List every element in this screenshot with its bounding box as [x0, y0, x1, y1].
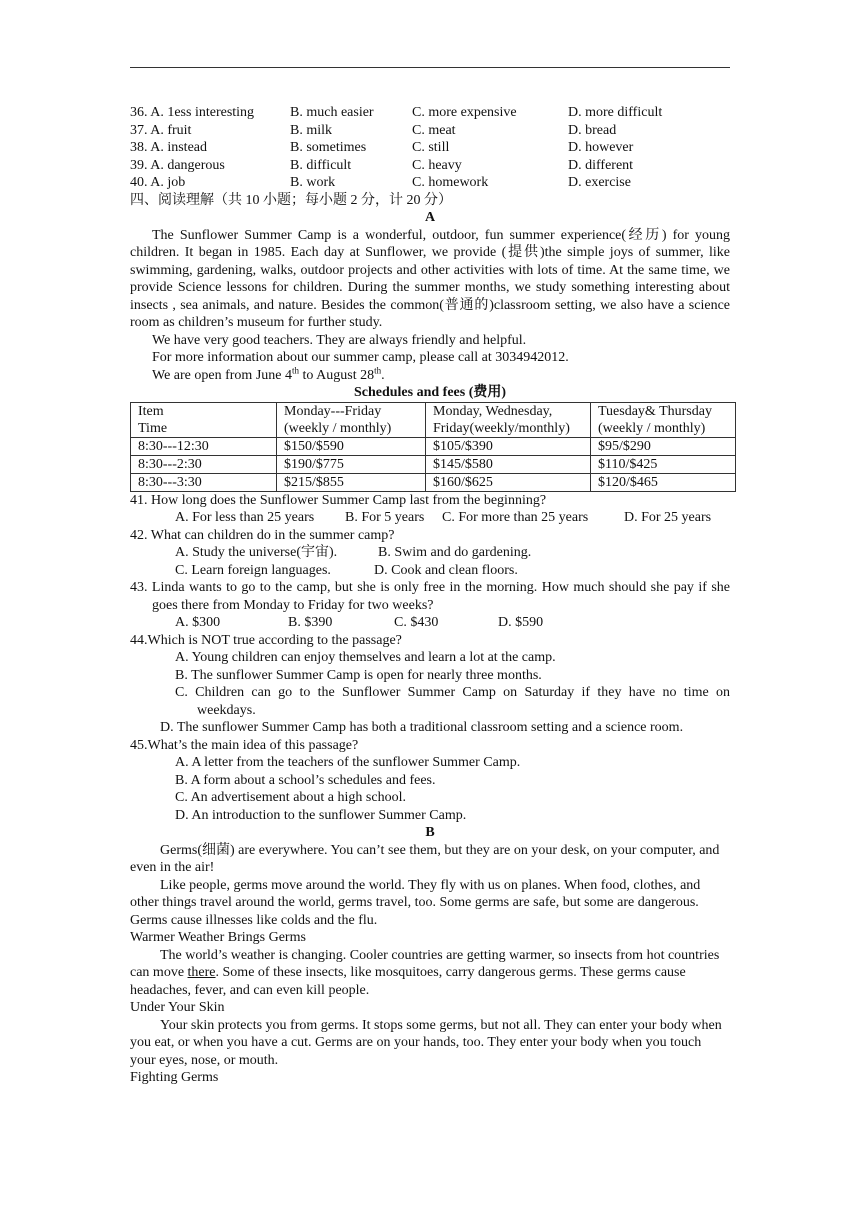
- question-42-options-row-2: [130, 562, 730, 580]
- header-line: (weekly / monthly): [598, 420, 706, 436]
- option-b: B. much easier: [290, 105, 374, 120]
- table-cell: 8:30---12:30: [131, 437, 277, 455]
- header-rule: [130, 67, 730, 68]
- table-header-cell: [277, 402, 426, 437]
- table-cell: $190/$775: [277, 455, 426, 473]
- cloze-row-36: [130, 104, 730, 122]
- table-cell: $150/$590: [277, 437, 426, 455]
- option-a: A. A letter from the teachers of the sunflower Summer Camp.: [175, 755, 521, 770]
- option-b: B. For 5 years: [345, 510, 425, 525]
- question-43-options: [130, 614, 730, 632]
- ordinal-suffix: th: [292, 364, 300, 375]
- table-row: [131, 437, 736, 455]
- passage-b-subheading: Fighting Germs: [130, 1070, 219, 1085]
- table-cell: $145/$580: [426, 455, 591, 473]
- table-cell: $95/$290: [591, 437, 736, 455]
- section-heading: 四、阅读理解（共 10 小题；每小题 2 分，计 20 分）: [130, 192, 452, 208]
- cloze-row-40: [130, 174, 730, 192]
- option-d: D. The sunflower Summer Camp has both a traditional classroom setting and a science room.: [160, 720, 684, 735]
- document-content: [130, 104, 730, 1087]
- option-c: C. $430: [394, 615, 439, 630]
- table-cell: 8:30---3:30: [131, 473, 277, 491]
- passage-b-subheading: Under Your Skin: [130, 1000, 225, 1015]
- option-c: C. more expensive: [412, 105, 517, 120]
- question-number: 36.: [130, 105, 151, 120]
- question-44: 44.Which is NOT true according to the passage?: [130, 632, 402, 648]
- option-a: A. $300: [175, 615, 221, 630]
- passage-b-paragraph-4: Your skin protects you from germs. It stops some germs, but not all. They can enter your body when you eat, or when you have a cut. Germs are on your hands, too. They enter your body when you touch your eyes, nose, or mouth.: [130, 1017, 722, 1068]
- table-cell: $160/$625: [426, 473, 591, 491]
- table-header-cell: [591, 402, 736, 437]
- header-line: Friday(weekly/monthly): [433, 420, 570, 436]
- option-b: B. work: [290, 175, 336, 190]
- table-cell: $215/$855: [277, 473, 426, 491]
- schedule-table: [130, 402, 736, 492]
- option-c: C. An advertisement about a high school.: [175, 790, 406, 805]
- option-b: B. milk: [290, 122, 333, 138]
- option-d: D. exercise: [568, 175, 631, 190]
- table-header-cell: [426, 402, 591, 437]
- passage-a-paragraph-4: [130, 364, 730, 385]
- table-row: [131, 455, 736, 473]
- passage-b-subheading: Warmer Weather Brings Germs: [130, 930, 306, 945]
- option-a-text: A. 1ess interesting: [150, 105, 255, 120]
- option-c: C. homework: [412, 175, 489, 190]
- underlined-word: there: [187, 965, 216, 980]
- passage-b-paragraph-3: [130, 947, 730, 1000]
- option-b: B. $390: [288, 615, 333, 630]
- question-45: 45.What’s the main idea of this passage?: [130, 737, 359, 753]
- passage-b-label: B: [425, 825, 435, 840]
- option-a: A. Study the universe(宇宙).: [175, 545, 338, 560]
- option-a-text: A. dangerous: [150, 157, 225, 173]
- passage-b-paragraph-1: Germs(细菌) are everywhere. You can’t see them, but they are on your desk, on your computer, and even in the air!: [130, 842, 720, 875]
- question-42: 42. What can children do in the summer camp?: [130, 527, 395, 543]
- option-b: B. difficult: [290, 157, 352, 173]
- table-cell: $110/$425: [591, 455, 736, 473]
- open-dates-text: We are open from June 4: [152, 367, 292, 383]
- header-line: Item: [138, 403, 164, 419]
- option-d: D. An introduction to the sunflower Summer Camp.: [175, 807, 467, 823]
- table-cell: $120/$465: [591, 473, 736, 491]
- option-d: D. bread: [568, 122, 617, 138]
- option-c: C. Learn foreign languages.: [175, 562, 331, 578]
- option-b: B. The sunflower Summer Camp is open for nearly three months.: [175, 667, 542, 683]
- table-row: [131, 473, 736, 491]
- option-a-text: A. fruit: [150, 122, 192, 138]
- option-a: A. For less than 25 years: [175, 510, 315, 525]
- option-a: [130, 174, 185, 192]
- header-line: (weekly / monthly): [284, 420, 392, 436]
- table-header-row: [131, 402, 736, 437]
- passage-b-paragraph-2: Like people, germs move around the world. They fly with us on planes. When food, clothes, and other things travel around the world, germs travel, too. Some germs are safe, but some are dangerous. Germs cause illnesses like colds and the flu.: [130, 877, 701, 928]
- header-line: Time: [138, 420, 168, 436]
- header-line: Monday, Wednesday,: [433, 403, 553, 419]
- question-41: 41. How long does the Sunflower Summer Camp last from the beginning?: [130, 492, 547, 508]
- question-number: 38.: [130, 140, 151, 155]
- cloze-row-39: [130, 157, 730, 175]
- passage-a-paragraph-3: For more information about our summer camp, please call at 3034942012.: [152, 350, 569, 365]
- option-b: B. A form about a school’s schedules and fees.: [175, 772, 436, 788]
- passage-a-paragraph-1: The Sunflower Summer Camp is a wonderful, outdoor, fun summer experience(经历) for young children. It began in 1985. Each day at Sunflower, we provide (提供)the simple joys of summer, like swimming, gardening, walks, outdoor projects and other activities with lots of time. At the same time, we provide Science lessons for children. During the summer months, we study something interesting about insects , sea animals, and nature. Besides the common(普通的)classroom setting, we also have a science room as children’s museum for further study.: [130, 227, 730, 330]
- paragraph-text: . Some of these insects, like mosquitoes, carry dangerous germs. These germs cause headaches, fever, and can even kill people.: [130, 965, 686, 998]
- header-line: Monday---Friday: [284, 403, 382, 419]
- paragraph-text: The world’s weather is changing. Cooler countries are getting warmer, so insects from hot countries can move: [130, 947, 720, 980]
- passage-a-label: A: [424, 210, 436, 225]
- option-b: B. sometimes: [290, 140, 367, 155]
- option-b: B. Swim and do gardening.: [378, 545, 532, 560]
- open-dates-text: .: [381, 367, 385, 383]
- option-d: D. however: [568, 140, 634, 155]
- header-line: Tuesday& Thursday: [598, 403, 712, 419]
- question-43: 43. Linda wants to go to the camp, but she is only free in the morning. How much should she pay if she goes there from Monday to Friday for two weeks?: [130, 580, 730, 613]
- passage-a-paragraph-2: We have very good teachers. They are always friendly and helpful.: [152, 332, 527, 348]
- table-cell: 8:30---2:30: [131, 455, 277, 473]
- table-cell: $105/$390: [426, 437, 591, 455]
- option-a: A. Young children can enjoy themselves and learn a lot at the camp.: [175, 650, 556, 665]
- option-a-text: A. job: [150, 175, 186, 190]
- option-a: [130, 104, 254, 122]
- option-a: [130, 139, 207, 157]
- option-c: C. For more than 25 years: [442, 510, 589, 525]
- question-number: 39.: [130, 157, 151, 173]
- option-a-text: A. instead: [150, 140, 207, 155]
- question-number: 40.: [130, 175, 151, 190]
- option-c: C. still: [412, 140, 450, 155]
- table-header-cell: [131, 402, 277, 437]
- option-d: D. $590: [498, 615, 544, 630]
- option-d: D. Cook and clean floors.: [374, 562, 518, 578]
- option-a: [130, 157, 225, 175]
- option-d: D. different: [568, 157, 634, 173]
- option-c: C. heavy: [412, 157, 462, 173]
- ordinal-suffix: th: [374, 364, 382, 375]
- cloze-options: [130, 104, 730, 192]
- open-dates-text: to August 28: [299, 367, 375, 383]
- option-d: D. For 25 years: [624, 510, 712, 525]
- question-42-options-row-1: [130, 544, 730, 562]
- option-c: C. meat: [412, 122, 456, 138]
- table-title: Schedules and fees (费用): [353, 385, 507, 400]
- option-c: C. Children can go to the Sunflower Summer Camp on Saturday if they have no time on weekdays.: [175, 685, 730, 718]
- cloze-row-38: [130, 139, 730, 157]
- option-a: [130, 122, 191, 140]
- question-number: 37.: [130, 122, 151, 138]
- question-41-options: [130, 509, 730, 527]
- cloze-row-37: [130, 122, 730, 140]
- option-d: D. more difficult: [568, 105, 663, 120]
